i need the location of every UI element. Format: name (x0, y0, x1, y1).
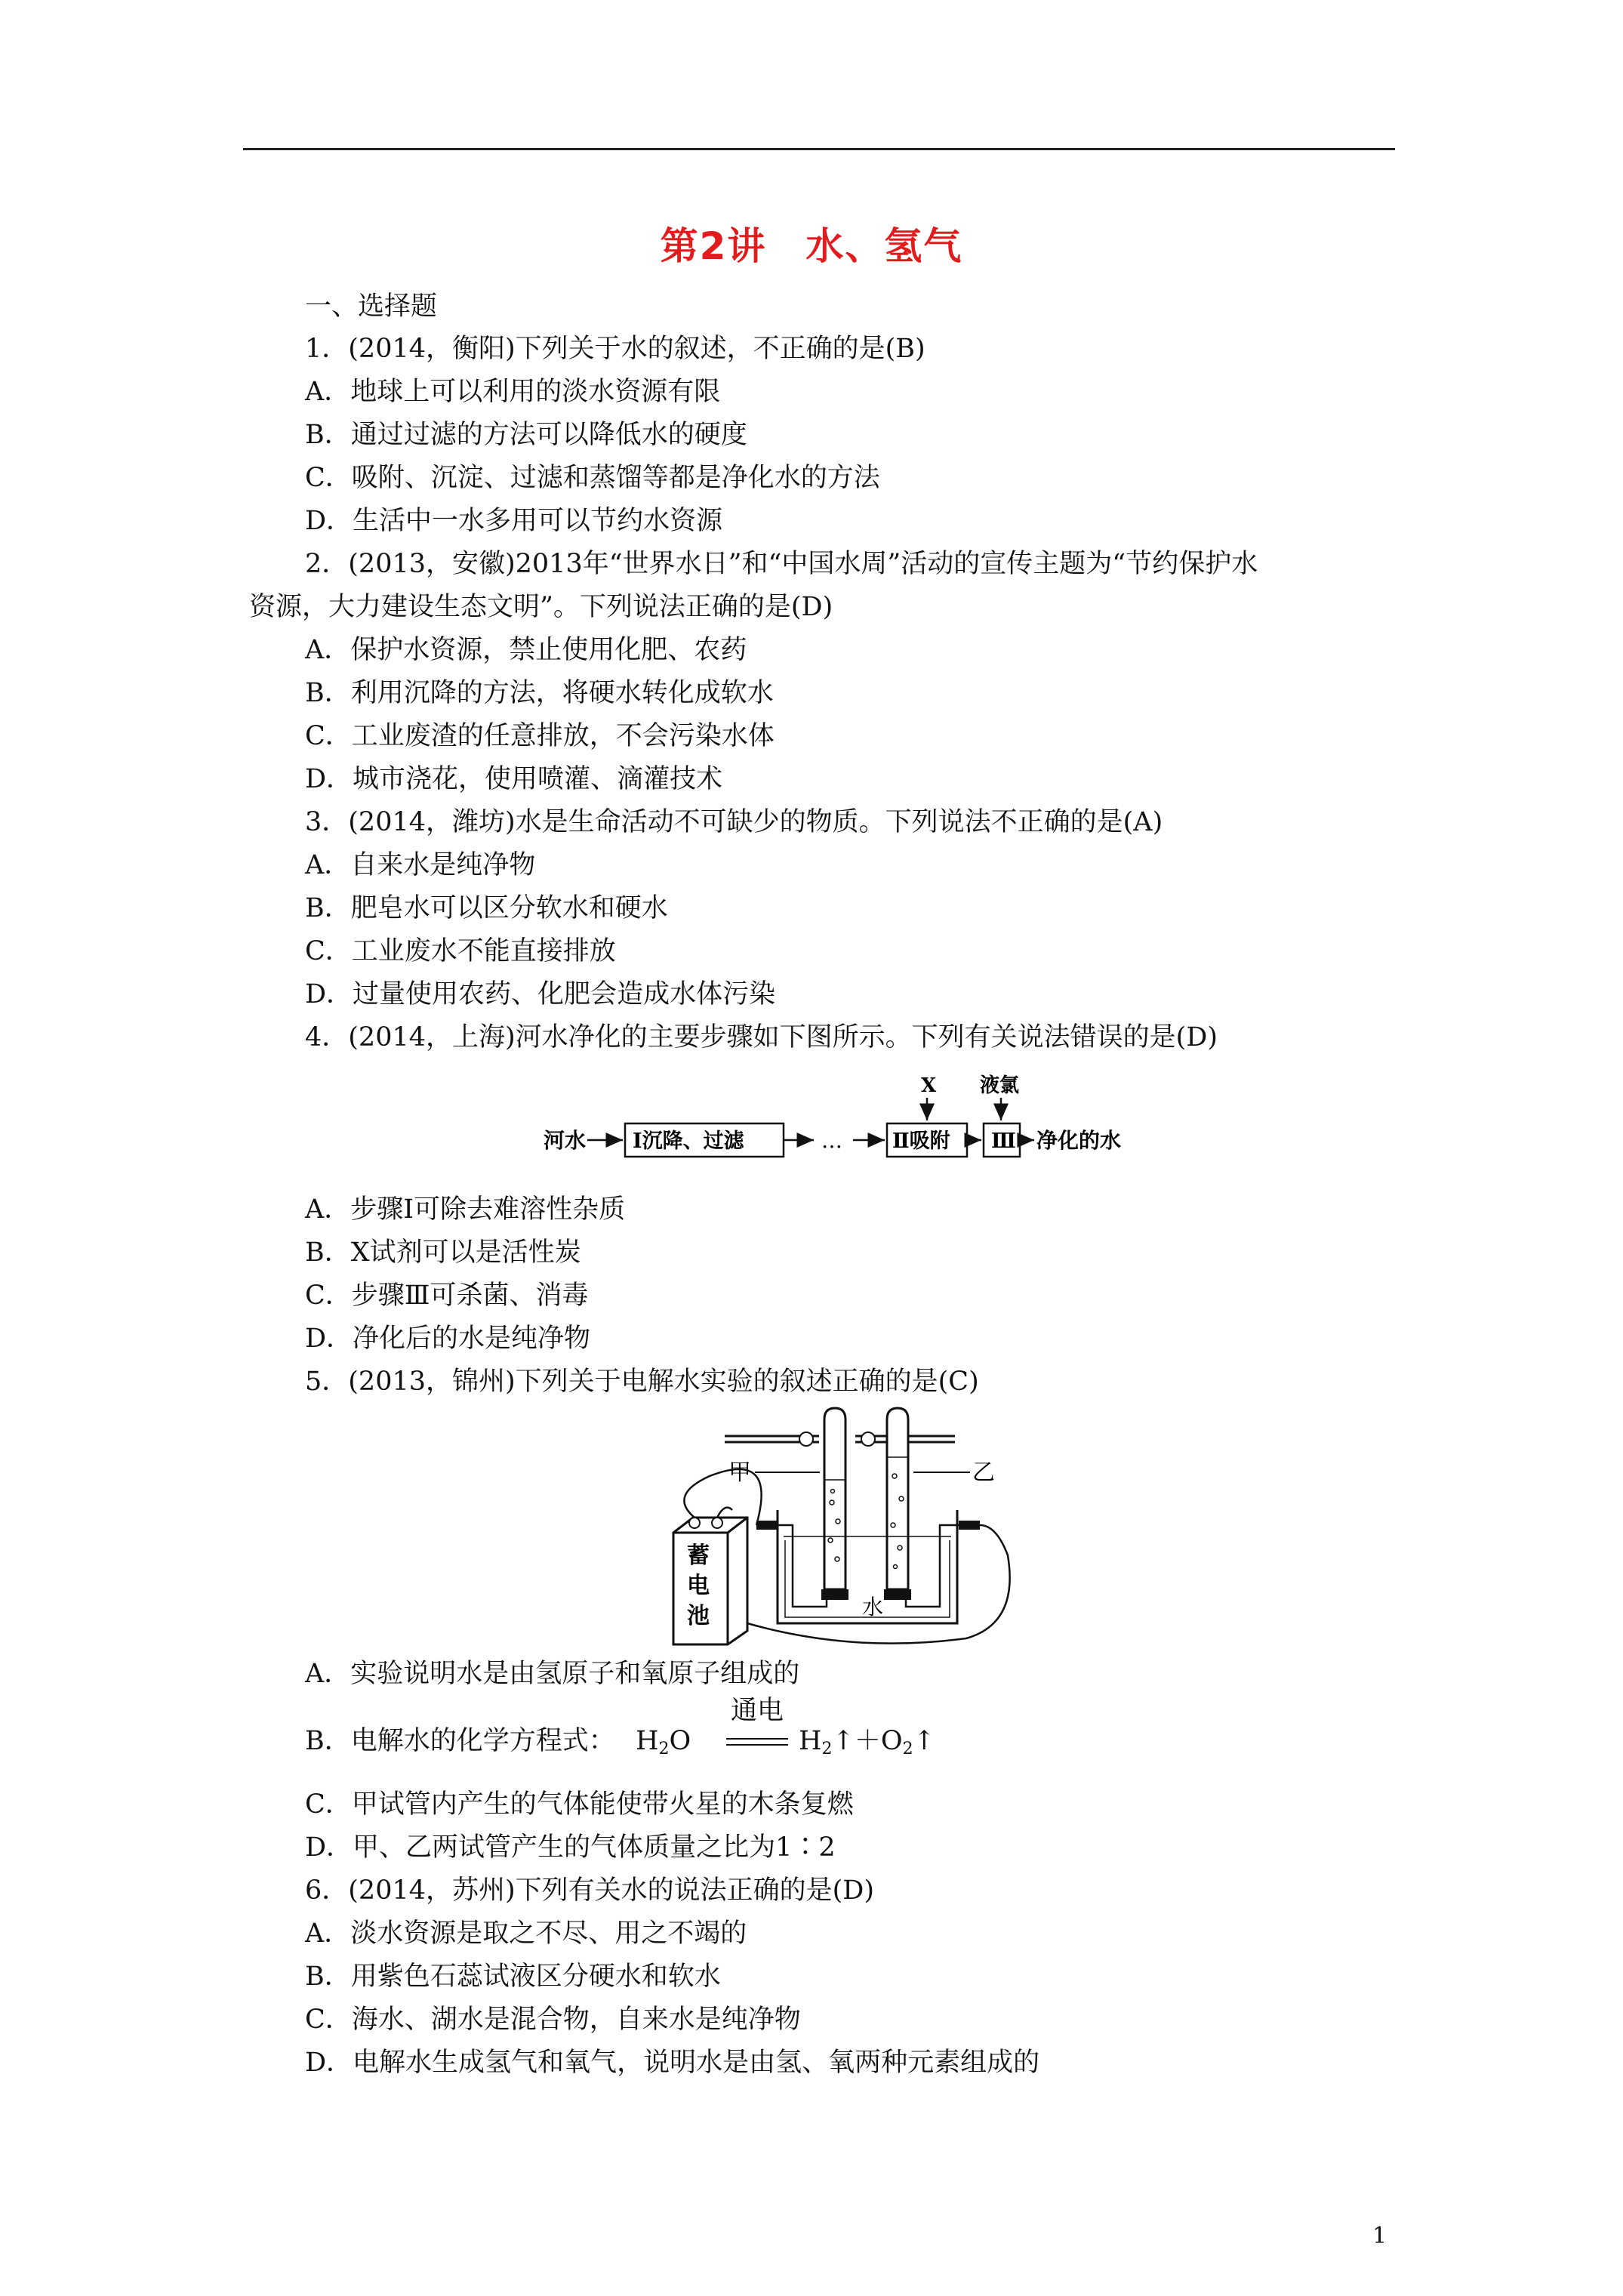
section-heading: 一、选择题 (305, 291, 438, 322)
q3-option-a: A．自来水是纯净物 (305, 850, 536, 880)
river-water-purification-flow-diagram (544, 1072, 1163, 1170)
q4-option-a: A．步骤Ⅰ可除去难溶性杂质 (305, 1194, 626, 1225)
q5-option-d: D．甲、乙两试管产生的气体质量之比为1∶2 (305, 1832, 836, 1863)
electrolysis-apparatus-diagram (664, 1404, 1019, 1646)
q1-option-b: B．通过过滤的方法可以降低水的硬度 (305, 420, 747, 450)
equation-bar-bottom (726, 1744, 788, 1746)
q6-option-d: D．电解水生成氢气和氧气，说明水是由氢、氧两种元素组成的 (305, 2048, 1040, 2078)
tube-yi-label: 乙 (972, 1459, 995, 1486)
question-2-stem: 2．(2013，安徽)2013年“世界水日”和“中国水周”活动的宣传主题为“节约保护水 (305, 549, 1258, 579)
q2-option-a: A．保护水资源，禁止使用化肥、农药 (305, 635, 747, 665)
q5-option-b: B．电解水的化学方程式： (305, 1726, 615, 1756)
q5-option-c: C．甲试管内产生的气体能使带火星的木条复燃 (305, 1789, 854, 1820)
flow-dots: … (821, 1128, 842, 1153)
water-label: 水 (862, 1595, 884, 1620)
q3-option-c: C．工业废水不能直接排放 (305, 936, 616, 966)
flow-reagent-chlorine: 液氯 (980, 1074, 1020, 1097)
q1-option-a: A．地球上可以利用的淡水资源有限 (305, 377, 721, 407)
flow-reagent-x: X (921, 1074, 937, 1097)
question-3-stem: 3．(2014，潍坊)水是生命活动不可缺少的物质。下列说法不正确的是(A) (305, 807, 1163, 837)
q6-option-b: B．用紫色石蕊试液区分硬水和软水 (305, 1962, 721, 1992)
question-2-stem-cont: 资源，大力建设生态文明”。下列说法正确的是(D) (249, 592, 833, 622)
question-5-stem: 5．(2013，锦州)下列关于电解水实验的叙述正确的是(C) (305, 1367, 979, 1397)
battery-label-1: 蓄 (687, 1542, 710, 1569)
question-4-stem: 4．(2014，上海)河水净化的主要步骤如下图所示。下列有关说法错误的是(D) (305, 1022, 1218, 1052)
page-title: 第2讲 水、氢气 (660, 224, 963, 268)
tube-jia-label: 甲 (728, 1459, 751, 1486)
q5-option-a: A．实验说明水是由氢原子和氧原子组成的 (305, 1659, 800, 1689)
page-number: 1 (1372, 2223, 1387, 2249)
q4-option-b: B．X试剂可以是活性炭 (305, 1237, 581, 1268)
equation-products: $H_2↑+O_2↑$ (799, 1726, 935, 1758)
battery-label-2: 电 (687, 1573, 710, 1599)
flow-step2: Ⅱ吸附 (892, 1130, 950, 1153)
q4-option-c: C．步骤Ⅲ可杀菌、消毒 (305, 1281, 589, 1311)
q3-option-b: B．肥皂水可以区分软水和硬水 (305, 893, 668, 923)
question-6-stem: 6．(2014，苏州)下列有关水的说法正确的是(D) (305, 1875, 875, 1906)
q1-option-c: C．吸附、沉淀、过滤和蒸馏等都是净化水的方法 (305, 463, 880, 493)
flow-start: 河水 (544, 1128, 587, 1153)
flow-end: 净化的水 (1036, 1128, 1122, 1153)
battery-label-3: 池 (687, 1603, 710, 1629)
q2-option-b: B．利用沉降的方法，将硬水转化成软水 (305, 678, 774, 708)
q6-option-c: C．海水、湖水是混合物，自来水是纯净物 (305, 2005, 801, 2035)
flow-step3: Ⅲ (991, 1130, 1016, 1153)
equation-bar-top (726, 1738, 788, 1740)
q1-option-d: D．生活中一水多用可以节约水资源 (305, 506, 723, 536)
q2-option-c: C．工业废渣的任意排放，不会污染水体 (305, 721, 775, 751)
equation-reactant: $H_2O$ (636, 1726, 691, 1758)
q4-option-d: D．净化后的水是纯净物 (305, 1324, 591, 1354)
header-rule (243, 148, 1395, 150)
q6-option-a: A．淡水资源是取之不尽、用之不竭的 (305, 1918, 747, 1949)
question-1-stem: 1．(2014，衡阳)下列关于水的叙述，不正确的是(B) (305, 334, 925, 364)
equation-condition: 通电 (731, 1696, 784, 1726)
q3-option-d: D．过量使用农药、化肥会造成水体污染 (305, 979, 776, 1009)
q2-option-d: D．城市浇花，使用喷灌、滴灌技术 (305, 764, 723, 794)
flow-step1: Ⅰ沉降、过滤 (633, 1130, 744, 1153)
